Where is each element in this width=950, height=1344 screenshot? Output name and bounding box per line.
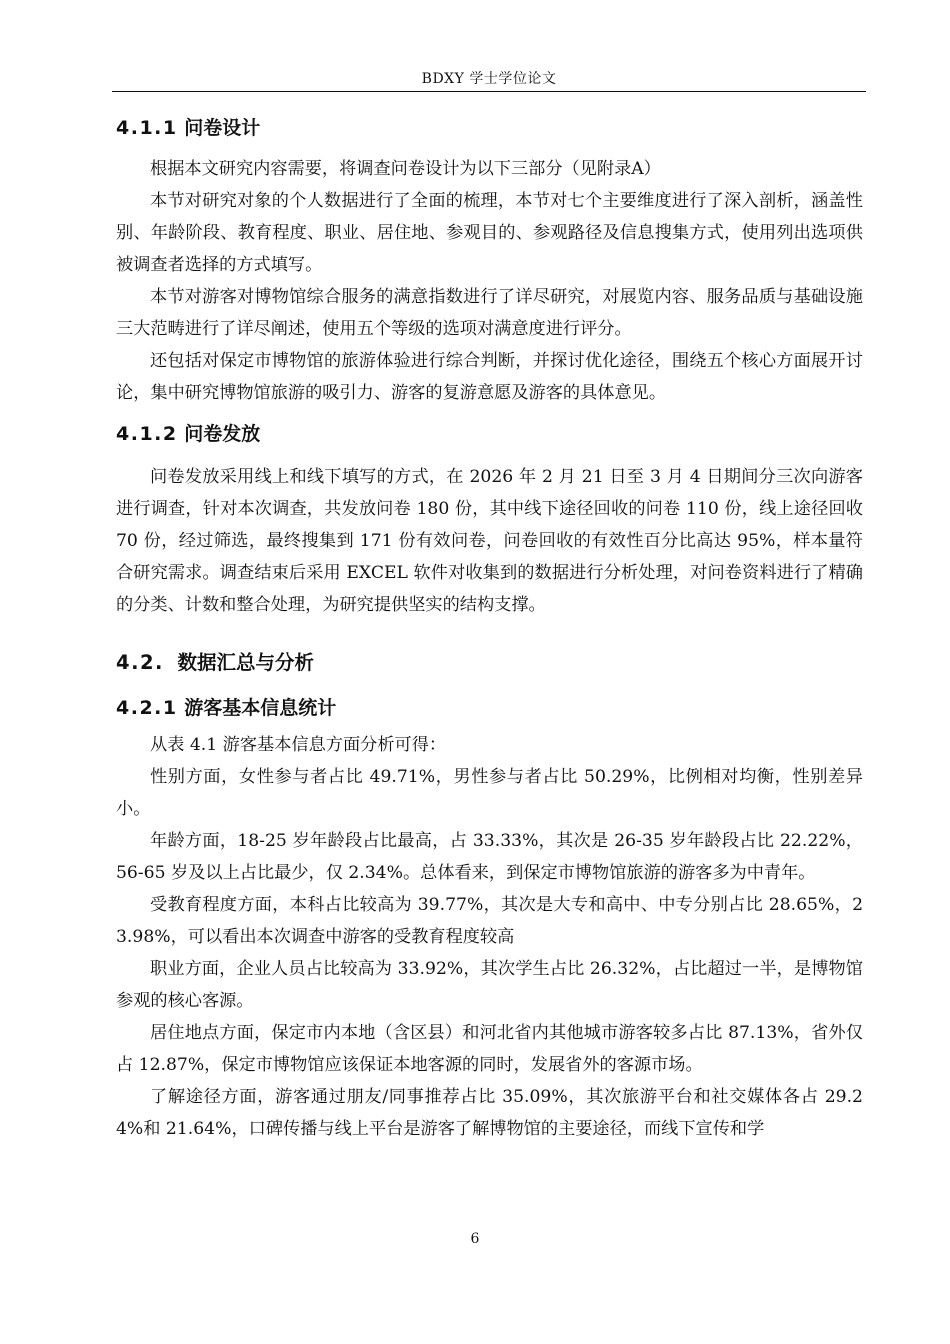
section-heading-4-2 [116,648,863,678]
heading-title: 问卷设计 [184,117,261,139]
paragraph: 受教育程度方面，本科占比较高为 39.77%，其次是大专和高中、中专分别占比 28.65%，23.98%，可以看出本次调查中游客的受教育程度较高 [116,895,863,947]
paragraph: 居住地点方面，保定市内本地（含区县）和河北省内其他城市游客较多占比 87.13%，省外仅占 12.87%，保定市博物馆应该保证本地客源的同时，发展省外的客源市场。 [116,1023,863,1075]
heading-title: 问卷发放 [184,423,261,445]
heading-title: 游客基本信息统计 [184,697,337,719]
paragraph: 根据本文研究内容需要，将调查问卷设计为以下三部分（见附录A） [150,159,661,179]
paragraph: 性别方面，女性参与者占比 49.71%，男性参与者占比 50.29%，比例相对均衡，性别差异小。 [116,767,863,819]
running-header: BDXY 学士学位论文 [421,71,557,87]
paragraph: 还包括对保定市博物馆的旅游体验进行综合判断，并探讨优化途径，围绕五个核心方面展开讨论，集中研究博物馆旅游的吸引力、游客的复游意愿及游客的具体意见。 [116,351,863,403]
section-heading-4-2-1 [116,693,863,723]
main-content [116,113,863,1145]
paragraph: 问卷发放采用线上和线下填写的方式，在 2026 年 2 月 21 日至 3 月 4 日期间分三次向游客进行调查，针对本次调查，共发放问卷 180 份，其中线下途径回收的问卷 110 份，线上途径回收 70 份，经过筛选，最终搜集到 171 份有效问卷，问卷回收的有效性百分比高达 95%，样本量符合研究需求。调查结束后采用 EXCEL 软件对收集到的数据进行分析处理，对问卷资料进行了精确的分类、计数和整合处理，为研究提供坚实的结构支撑。 [116,467,863,615]
heading-number: 4.2. [116,651,164,674]
paragraph: 年龄方面，18-25 岁年龄段占比最高，占 33.33%，其次是 26-35 岁年龄段占比 22.22%，56-65 岁及以上占比最少，仅 2.34%。总体看来，到保定市博物馆旅游的游客多为中青年。 [116,831,863,883]
header-rule [112,91,866,92]
paragraph: 从表 4.1 游客基本信息方面分析可得： [150,735,447,755]
paragraph: 本节对游客对博物馆综合服务的满意指数进行了详尽研究，对展览内容、服务品质与基础设施三大范畴进行了详尽阐述，使用五个等级的选项对满意度进行评分。 [116,287,863,339]
heading-number: 4.1.1 [116,117,178,139]
section-heading-4-1-2 [116,419,863,449]
page-number: 6 [470,1231,480,1247]
section-heading-4-1-1 [116,113,863,143]
heading-number: 4.1.2 [116,423,178,445]
paragraph: 了解途径方面，游客通过朋友/同事推荐占比 35.09%，其次旅游平台和社交媒体各占 29.24%和 21.64%，口碑传播与线上平台是游客了解博物馆的主要途径，而线下宣传和学 [116,1087,863,1139]
paragraph: 本节对研究对象的个人数据进行了全面的梳理，本节对七个主要维度进行了深入剖析，涵盖性别、年龄阶段、教育程度、职业、居住地、参观目的、参观路径及信息搜集方式，使用列出选项供被调查者选择的方式填写。 [116,191,863,275]
heading-title: 数据汇总与分析 [177,651,315,674]
paragraph: 职业方面，企业人员占比较高为 33.92%，其次学生占比 26.32%，占比超过一半，是博物馆参观的核心客源。 [116,959,863,1011]
heading-number: 4.2.1 [116,697,178,719]
